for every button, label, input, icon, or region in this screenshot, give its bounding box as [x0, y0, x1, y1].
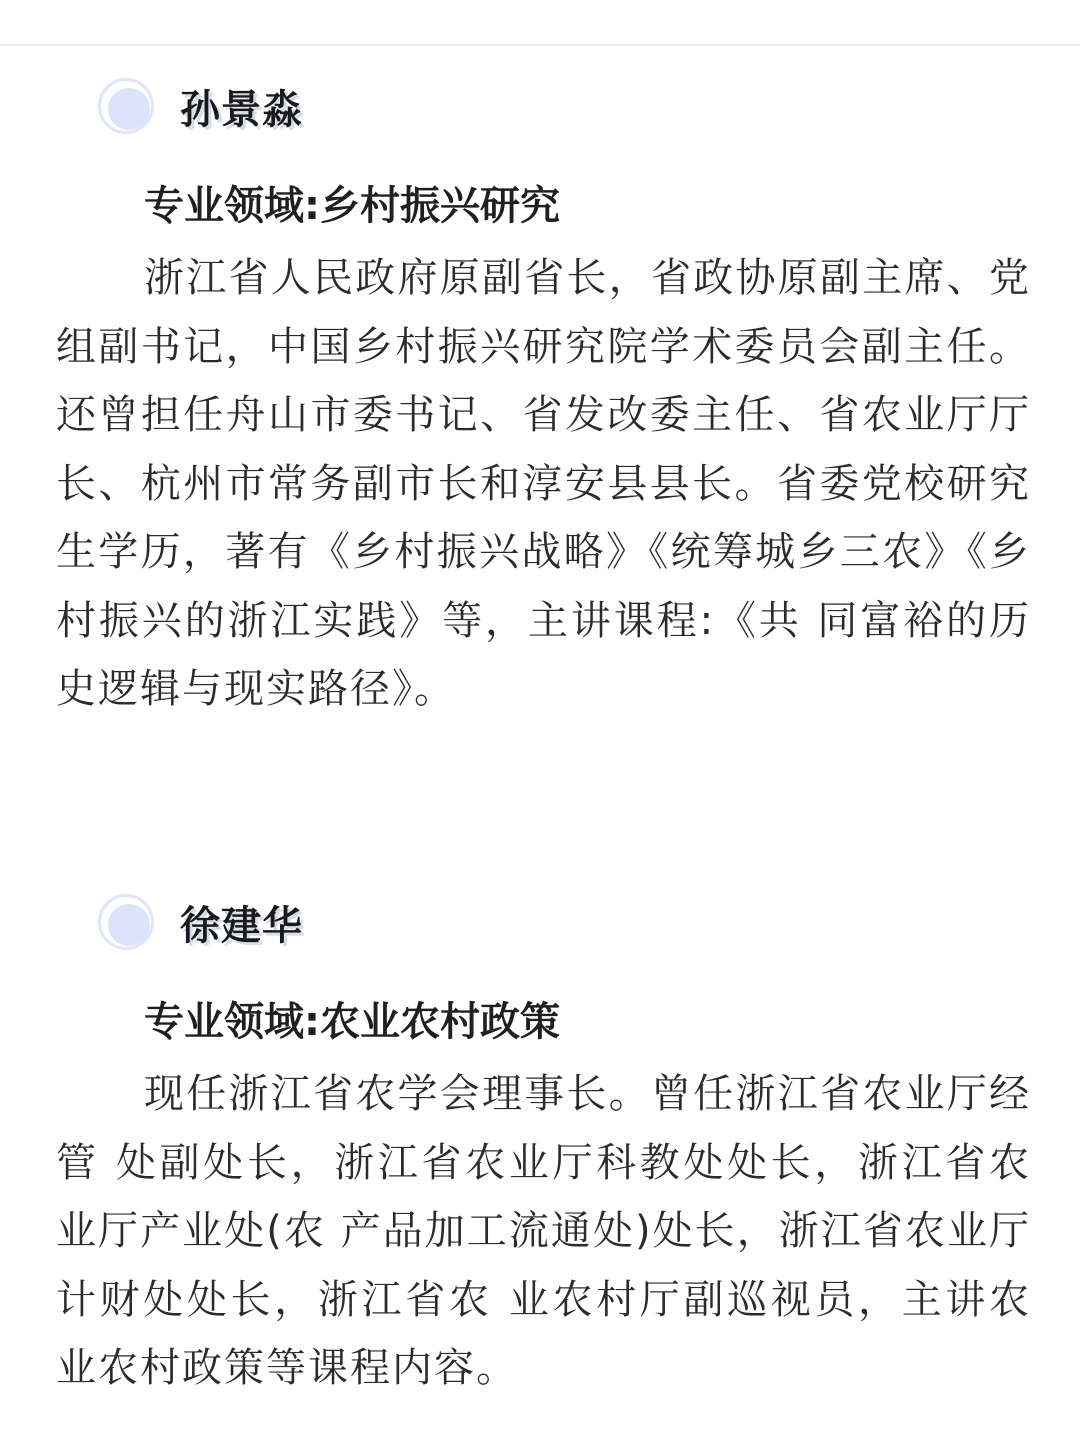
top-divider: [0, 44, 1080, 46]
circle-bullet-icon: [98, 78, 152, 132]
person-name: 徐建华: [180, 903, 303, 949]
person-bio: 浙江省人民政府原副省长，省政协原副主席、党组副书记，中国乡村振兴研究院学术委员会副主任。还曾担任舟山市委书记、省发改委主任、省农业厅厅长、杭州市常务副市长和淳安县县长。省委党校研究生学历，著有《乡村振兴战略》《统筹城乡三农》《乡村振兴的浙江实践》等，主讲课程:《共 同富裕的历史逻辑与现实路径》。: [56, 255, 1031, 712]
profile-card: [56, 888, 1031, 1403]
person-bio: 现任浙江省农学会理事长。曾任浙江省农业厅经管 处副处长，浙江省农业厅科教处处长，浙江省农业厅产业处(农 产品加工流通处)处长，浙江省农业厅计财处处长，浙江省农 业农村厅副巡视员，主讲农业农村政策等课程内容。: [56, 1071, 1031, 1391]
circle-bullet-icon: [98, 894, 152, 948]
expertise-field: 专业领域:农业农村政策: [144, 999, 560, 1045]
profile-header: [56, 72, 1031, 136]
person-name: 孙景淼: [180, 87, 303, 133]
expertise-field: 专业领域:乡村振兴研究: [144, 183, 560, 229]
profile-card: [56, 72, 1031, 724]
profile-header: [56, 888, 1031, 952]
